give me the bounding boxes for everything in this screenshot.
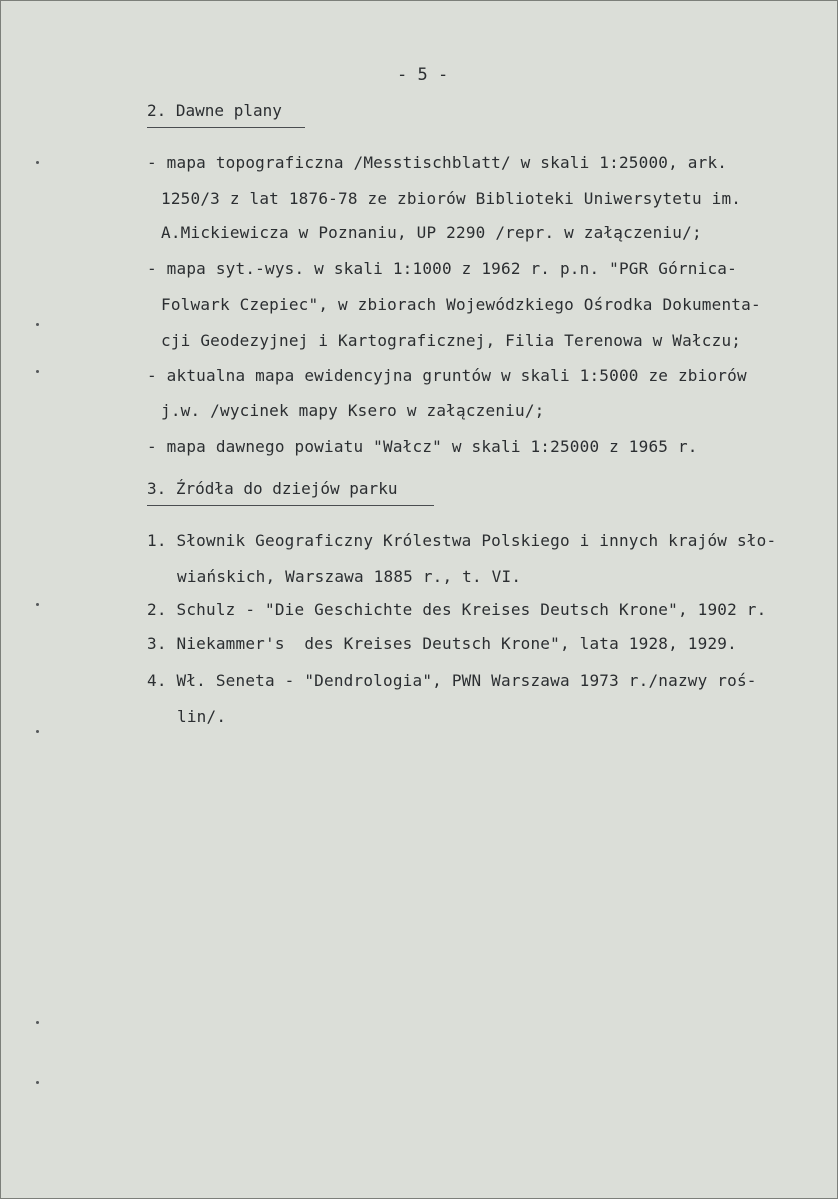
text-line: - mapa dawnego powiatu "Wałcz" w skali 1:25000 z 1965 r. <box>147 437 698 456</box>
text-line: - mapa syt.-wys. w skali 1:1000 z 1962 r. p.n. "PGR Górnica- <box>147 259 737 278</box>
section-heading-underline <box>147 505 434 506</box>
text-line: wiańskich, Warszawa 1885 r., t. VI. <box>177 567 522 586</box>
margin-mark <box>36 730 39 733</box>
text-line: - aktualna mapa ewidencyjna gruntów w skali 1:5000 ze zbiorów <box>147 366 747 385</box>
section-heading-sources: 3. Źródła do dziejów parku <box>147 479 398 498</box>
text-line: j.w. /wycinek mapy Ksero w załączeniu/; <box>161 401 545 420</box>
text-line: 1250/3 z lat 1876-78 ze zbiorów Biblioteki Uniwersytetu im. <box>161 189 742 208</box>
margin-mark <box>36 161 39 164</box>
margin-mark <box>36 603 39 606</box>
text-line: 4. Wł. Seneta - "Dendrologia", PWN Warszawa 1973 r./nazwy roś- <box>147 671 757 690</box>
margin-mark <box>36 323 39 326</box>
text-line: lin/. <box>177 707 227 726</box>
margin-mark <box>36 1081 39 1084</box>
section-heading-plans: 2. Dawne plany <box>147 101 282 120</box>
margin-mark <box>36 370 39 373</box>
margin-mark <box>36 1021 39 1024</box>
text-line: Folwark Czepiec", w zbiorach Wojewódzkiego Ośrodka Dokumenta- <box>161 295 761 314</box>
text-line: - mapa topograficzna /Messtischblatt/ w skali 1:25000, ark. <box>147 153 728 172</box>
text-line: 1. Słownik Geograficzny Królestwa Polskiego i innych krajów sło- <box>147 531 777 550</box>
text-line: A.Mickiewicza w Poznaniu, UP 2290 /repr. w załączeniu/; <box>161 223 702 242</box>
section-heading-underline <box>147 127 305 128</box>
text-line: 2. Schulz - "Die Geschichte des Kreises Deutsch Krone", 1902 r. <box>147 600 767 619</box>
text-line: cji Geodezyjnej i Kartograficznej, Filia Terenowa w Wałczu; <box>161 331 742 350</box>
page-number: - 5 - <box>397 65 449 85</box>
text-line: 3. Niekammer's des Kreises Deutsch Krone", lata 1928, 1929. <box>147 634 737 653</box>
